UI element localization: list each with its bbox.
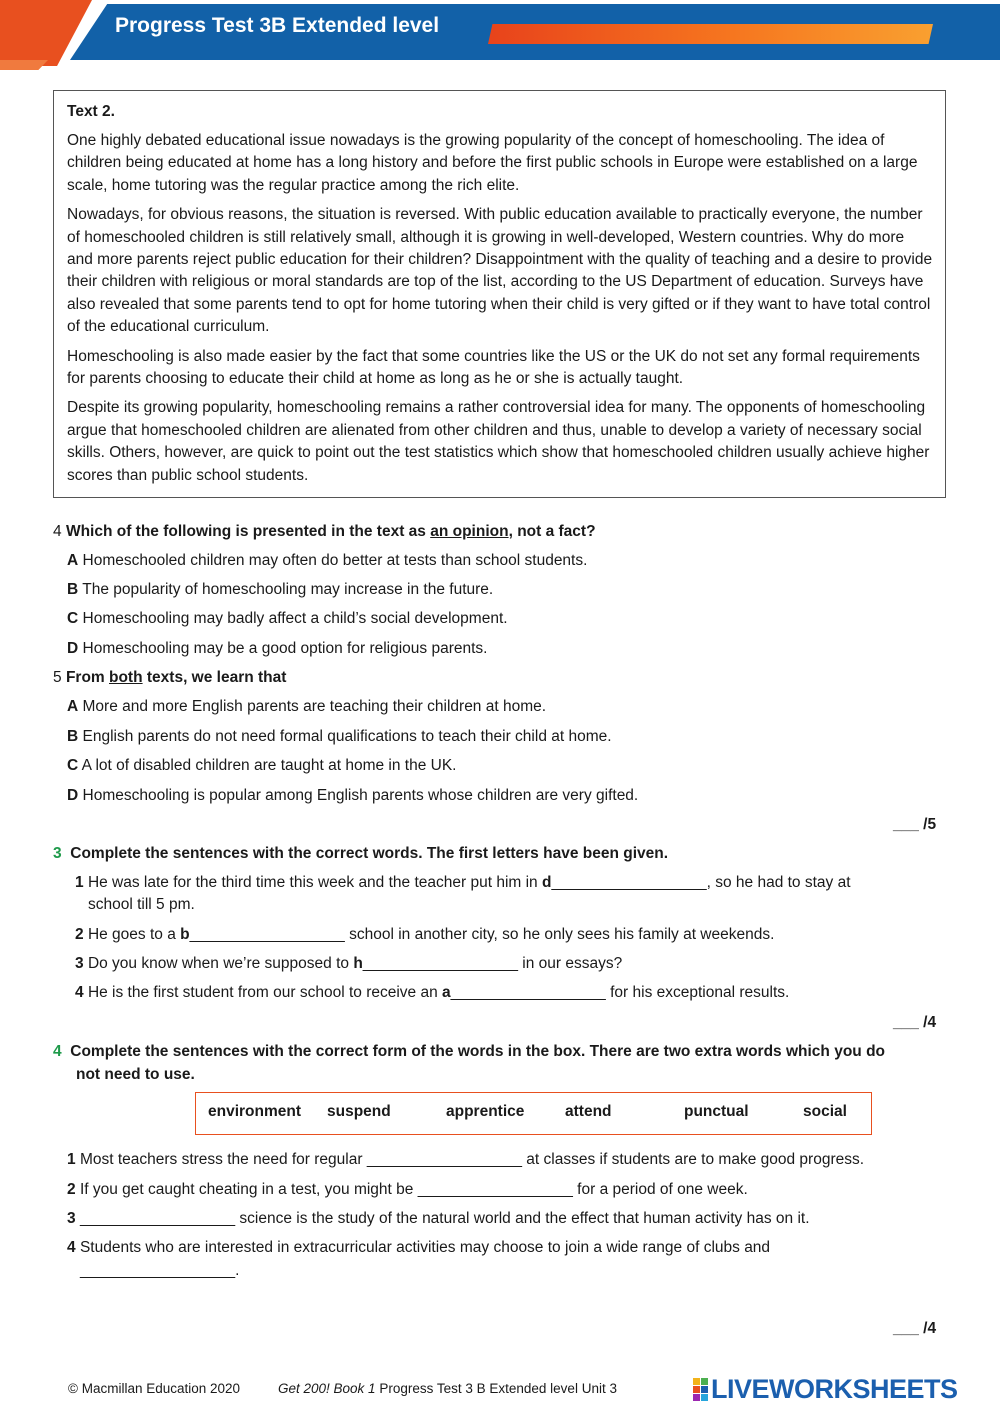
- word-punctual: punctual: [684, 1103, 749, 1120]
- score-section-3: ___ /4: [893, 1320, 937, 1337]
- text-paragraph-2: Nowadays, for obvious reasons, the situation is reversed. With public education available to practically everyone, the number of homeschooled children is still relatively small, although it is growing in well-developed, Western countries. Why do more and more parents reject public education for their children? Disappointment with the quality of teaching and a desire to provide their children with religious or moral standards are top of the list, according to the US Department of education. Surveys have also revealed that some parents tend to opt for home tutoring when their child is very gifted or if they want to have total control of the educational curriculum.: [67, 206, 933, 336]
- liveworksheets-grid-icon: [693, 1378, 708, 1401]
- instruction-text: Complete the sentences with the correct form of the words in the box. There are two extra words which you do: [70, 1043, 885, 1060]
- answer-blank[interactable]: __________________: [450, 984, 606, 1001]
- word-apprentice: apprentice: [446, 1103, 525, 1120]
- item-text-end: school in another city, so he only sees his family at weekends.: [344, 926, 775, 943]
- prompt-underlined: an opinion: [430, 523, 509, 540]
- item-text: He goes to a: [87, 926, 181, 943]
- item-text-end: in our essays?: [517, 955, 623, 972]
- option-letter: A: [67, 698, 79, 715]
- option-text: A lot of disabled children are taught at home in the UK.: [81, 757, 457, 774]
- item-text: Do you know when we’re supposed to: [87, 955, 354, 972]
- question-5-option-a[interactable]: [67, 696, 546, 718]
- question-5-option-c[interactable]: [67, 755, 456, 777]
- text-paragraph-3: Homeschooling is also made easier by the fact that some countries like the US or the UK do not set any formal requirements for parents choosing to educate their child at home as long as he or she is actually taught.: [67, 347, 920, 388]
- liveworksheets-logo-text: LIVEWORKSHEETS: [711, 1374, 958, 1404]
- option-letter: C: [67, 610, 79, 627]
- item-number: 1: [75, 874, 84, 891]
- item-number: 3: [75, 955, 84, 972]
- logo-square: [701, 1378, 708, 1385]
- item-text: Most teachers stress the need for regular __________________ at classes if students are to make good progress.: [79, 1151, 865, 1168]
- first-letter: a: [442, 984, 451, 1001]
- prompt-underlined: both: [109, 669, 143, 686]
- exercise-4-item-4[interactable]: [67, 1237, 770, 1259]
- word-attend: attend: [565, 1103, 612, 1120]
- exercise-3-item-1-continuation: school till 5 pm.: [88, 896, 195, 913]
- exercise-number: 3: [53, 845, 62, 862]
- prompt-text: Which of the following is presented in the text as: [65, 523, 431, 540]
- exercise-3-item-4: [75, 982, 789, 1004]
- exercise-4-item-3[interactable]: [67, 1208, 810, 1230]
- item-text: Students who are interested in extracurricular activities may choose to join a wide range of clubs and: [79, 1239, 771, 1256]
- exercise-4-instruction-continuation: not need to use.: [76, 1066, 195, 1083]
- exercise-3-item-2: [75, 924, 774, 946]
- exercise-3-item-3: [75, 953, 622, 975]
- word-social: social: [803, 1103, 847, 1120]
- exercise-3-instruction: [53, 843, 668, 865]
- exercise-3-item-1: [75, 872, 851, 894]
- text-paragraph-1: One highly debated educational issue nowadays is the growing popularity of the concept of homeschooling. The idea of children being educated at home has a long history and before the first public schools in Europe were established on a large scale, home tutoring was the regular practice among the rich elite.: [67, 132, 918, 194]
- exercise-4-item-1[interactable]: [67, 1149, 864, 1171]
- first-letter: b: [180, 926, 190, 943]
- item-number: 2: [67, 1181, 76, 1198]
- item-number: 2: [75, 926, 84, 943]
- item-text-end: for his exceptional results.: [605, 984, 790, 1001]
- header-accent-stripe: [488, 24, 933, 44]
- page-title: Progress Test 3B Extended level: [115, 14, 440, 37]
- logo-square: [693, 1378, 700, 1385]
- question-4-option-b[interactable]: [67, 579, 493, 601]
- prompt-text-end: , not a fact?: [508, 523, 596, 540]
- item-number: 4: [75, 984, 84, 1001]
- option-letter: B: [67, 728, 79, 745]
- option-text: Homeschooling may be a good option for religious parents.: [82, 640, 488, 657]
- option-text: More and more English parents are teaching their children at home.: [82, 698, 547, 715]
- question-5-option-d[interactable]: [67, 785, 638, 807]
- answer-blank[interactable]: __________________: [189, 926, 345, 943]
- logo-square: [701, 1386, 708, 1393]
- option-letter: A: [67, 552, 79, 569]
- reading-text-box: [53, 90, 946, 498]
- first-letter: h: [353, 955, 363, 972]
- footer-unit: Progress Test 3 B Extended level Unit 3: [375, 1381, 617, 1396]
- footer-copyright: © Macmillan Education 2020: [68, 1381, 241, 1396]
- item-number: 4: [67, 1239, 76, 1256]
- item-text: He was late for the third time this week and the teacher put him in: [87, 874, 542, 891]
- option-letter: D: [67, 787, 79, 804]
- word-box: [195, 1092, 872, 1135]
- word-suspend: suspend: [327, 1103, 391, 1120]
- option-text: Homeschooled children may often do better at tests than school students.: [82, 552, 588, 569]
- exercise-number: 4: [53, 1043, 62, 1060]
- logo-square: [693, 1394, 700, 1401]
- question-4-option-d[interactable]: [67, 638, 487, 660]
- item-number: 3: [67, 1210, 76, 1227]
- logo-square: [693, 1386, 700, 1393]
- option-text: Homeschooling is popular among English parents whose children are very gifted.: [82, 787, 639, 804]
- logo-square: [701, 1394, 708, 1401]
- option-text: Homeschooling may badly affect a child’s social development.: [82, 610, 508, 627]
- answer-blank[interactable]: __________________: [362, 955, 518, 972]
- header-orange-tip: [0, 60, 48, 70]
- footer-book-title: Get 200! Book 1: [278, 1381, 376, 1396]
- answer-blank[interactable]: __________________: [551, 874, 707, 891]
- option-letter: B: [67, 581, 79, 598]
- word-environment: environment: [208, 1103, 302, 1120]
- liveworksheets-logo[interactable]: [693, 1375, 958, 1403]
- question-number: 4: [53, 523, 62, 540]
- exercise-4-item-4-continuation[interactable]: __________________.: [80, 1262, 240, 1279]
- prompt-text-end: texts, we learn that: [142, 669, 287, 686]
- item-number: 1: [67, 1151, 76, 1168]
- text-paragraph-4: Despite its growing popularity, homeschooling remains a rather controversial idea for many. The opponents of homeschooling argue that homeschooled children are alienated from other children and thus, unable to develop a variety of necessary social skills. Others, however, are quick to point out the test statistics which show that homeschooled children usually achieve higher scores than public school students.: [67, 399, 930, 484]
- option-letter: C: [67, 757, 79, 774]
- option-letter: D: [67, 640, 79, 657]
- prompt-text: From: [65, 669, 109, 686]
- first-letter: d: [541, 874, 552, 891]
- item-text: He is the first student from our school to receive an: [87, 984, 443, 1001]
- score-section-2: ___ /4: [893, 1014, 937, 1031]
- item-text: If you get caught cheating in a test, you might be __________________ for a period of one week.: [79, 1181, 748, 1198]
- footer-book-info: [278, 1381, 617, 1396]
- option-text: The popularity of homeschooling may increase in the future.: [82, 581, 494, 598]
- score-section-1: ___ /5: [893, 816, 937, 833]
- text-title: Text 2.: [67, 103, 115, 120]
- exercise-4-item-2[interactable]: [67, 1179, 748, 1201]
- question-5-option-b[interactable]: [67, 726, 612, 748]
- question-5-prompt: [53, 667, 286, 689]
- item-text-end: , so he had to stay at: [706, 874, 851, 891]
- question-4-option-c[interactable]: [67, 608, 508, 630]
- question-number: 5: [53, 669, 62, 686]
- instruction-text: Complete the sentences with the correct words. The first letters have been given.: [70, 845, 669, 862]
- item-text: __________________ science is the study of the natural world and the effect that human activity has on it.: [79, 1210, 810, 1227]
- option-text: English parents do not need formal qualifications to teach their child at home.: [82, 728, 612, 745]
- question-4-option-a[interactable]: [67, 550, 587, 572]
- question-4-prompt: [53, 521, 596, 543]
- exercise-4-instruction: [53, 1041, 885, 1063]
